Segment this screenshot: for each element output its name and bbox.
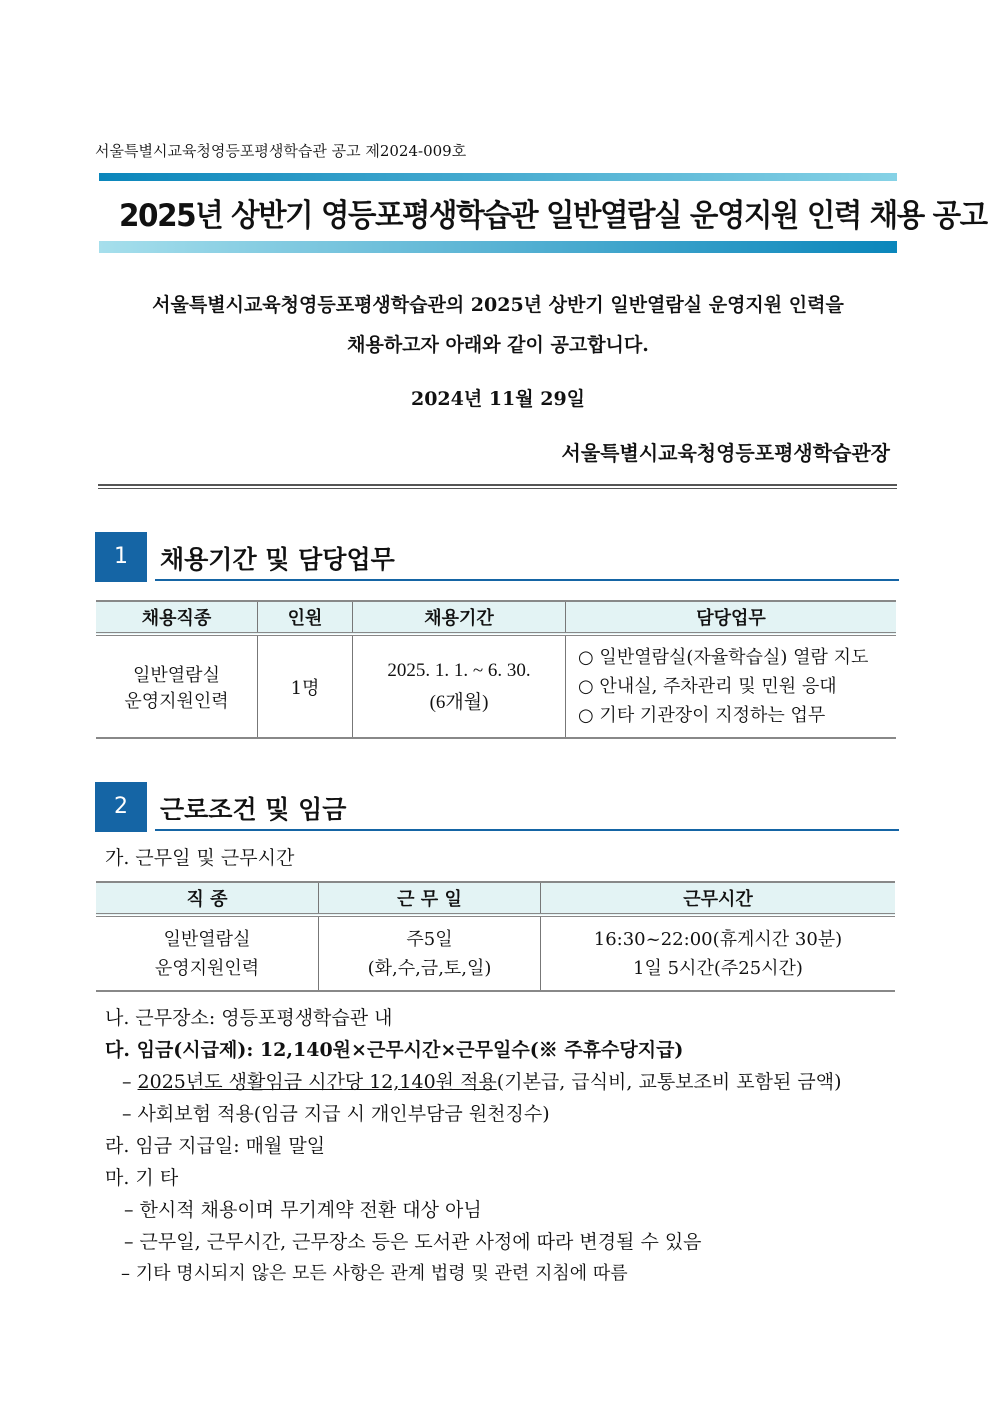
working-hours-table bbox=[96, 881, 895, 992]
recruitment-table bbox=[96, 600, 896, 739]
etc-text: 기타 명시되지 않은 모든 사항은 관계 법령 및 관련 지침에 따름 bbox=[135, 1263, 628, 1284]
subheading-c: 다. 임금(시급제): 12,140원×근무시간×근무일수(※ 주휴수당지급) bbox=[105, 1039, 684, 1061]
subheading-d: 라. 임금 지급일: 매월 말일 bbox=[105, 1135, 326, 1157]
announcement-date: 2024년 11월 29일 bbox=[410, 388, 586, 410]
etc-item bbox=[124, 1227, 702, 1254]
section-1-title: 채용기간 및 담당업무 bbox=[160, 545, 395, 574]
section-1-number: 1 bbox=[95, 532, 147, 582]
section-2-number: 2 bbox=[95, 782, 147, 832]
job-line: 운영지원인력 bbox=[124, 690, 229, 712]
wage-note: (기본급, 급식비, 교통보조비 포함된 금액) bbox=[496, 1071, 842, 1093]
section-2-underline bbox=[155, 829, 899, 831]
etc-item bbox=[121, 1259, 628, 1285]
job-cell bbox=[96, 915, 319, 991]
wage-item-1 bbox=[122, 1067, 842, 1094]
count-cell: 1명 bbox=[258, 634, 353, 738]
period-cell bbox=[353, 634, 566, 738]
hours-line: 1일 5시간(주25시간) bbox=[633, 957, 803, 979]
header-hours: 근무시간 bbox=[541, 882, 896, 915]
period-line: (6개월) bbox=[429, 691, 489, 713]
days-line: 주5일 bbox=[406, 928, 453, 950]
table-row bbox=[96, 634, 896, 738]
page-title: 2025년 상반기 영등포평생학습관 일반열람실 운영지원 인력 채용 공고 bbox=[118, 198, 987, 234]
duty-item: ○ 기타 기관장이 지정하는 업무 bbox=[578, 705, 826, 726]
living-wage-text: 2025년도 생활임금 시간당 12,140원 적용 bbox=[137, 1071, 497, 1093]
title-bottom-bar bbox=[99, 241, 897, 253]
job-line: 일반열람실 bbox=[163, 928, 251, 950]
dash: – bbox=[122, 1071, 132, 1093]
section-1-underline bbox=[155, 579, 899, 581]
wage-item-2 bbox=[122, 1099, 550, 1126]
etc-text: 근무일, 근무시간, 근무장소 등은 도서관 사정에 따라 변경될 수 있음 bbox=[139, 1231, 702, 1253]
period-line: 2025. 1. 1. ~ 6. 30. bbox=[387, 659, 531, 681]
intro-line-2: 채용하고자 아래와 같이 공고합니다. bbox=[347, 334, 649, 356]
hours-cell bbox=[541, 915, 896, 991]
wage-item-text: 사회보험 적용(임금 지급 시 개인부담금 원천징수) bbox=[137, 1103, 550, 1125]
header-days: 근 무 일 bbox=[319, 882, 541, 915]
duties-cell bbox=[566, 634, 897, 738]
job-cell bbox=[96, 634, 258, 738]
header-count: 인원 bbox=[258, 601, 353, 634]
section-2-title: 근로조건 및 임금 bbox=[160, 795, 347, 824]
announcement-number: 서울특별시교육청영등포평생학습관 공고 제2024-009호 bbox=[95, 142, 467, 160]
dash: – bbox=[124, 1231, 134, 1253]
duty-item: ○ 일반열람실(자율학습실) 열람 지도 bbox=[578, 647, 869, 668]
dash: – bbox=[122, 1103, 132, 1125]
subheading-b: 나. 근무장소: 영등포평생학습관 내 bbox=[105, 1007, 393, 1029]
title-top-bar bbox=[99, 173, 897, 181]
dash: – bbox=[121, 1263, 130, 1284]
etc-item bbox=[124, 1195, 482, 1222]
hours-line: 16:30~22:00(휴게시간 30분) bbox=[593, 928, 843, 950]
days-cell bbox=[319, 915, 541, 991]
header-job: 직 종 bbox=[96, 882, 319, 915]
duty-item: ○ 안내실, 주차관리 및 민원 응대 bbox=[578, 676, 837, 697]
table-row bbox=[96, 915, 895, 991]
subheading-e: 마. 기 타 bbox=[105, 1167, 179, 1189]
job-line: 운영지원인력 bbox=[154, 957, 260, 979]
header-job: 채용직종 bbox=[96, 601, 258, 634]
header-period: 채용기간 bbox=[353, 601, 566, 634]
etc-text: 한시적 채용이며 무기계약 전환 대상 아님 bbox=[139, 1199, 482, 1221]
intro-line-1: 서울특별시교육청영등포평생학습관의 2025년 상반기 일반열람실 운영지원 인력을 bbox=[152, 294, 844, 316]
job-line: 일반열람실 bbox=[133, 664, 220, 686]
dash: – bbox=[124, 1199, 134, 1221]
signature: 서울특별시교육청영등포평생학습관장 bbox=[561, 441, 890, 465]
subheading-a: 가. 근무일 및 근무시간 bbox=[105, 847, 295, 869]
days-line: (화,수,금,토,일) bbox=[367, 957, 492, 979]
divider bbox=[98, 484, 897, 489]
header-duties: 담당업무 bbox=[566, 601, 897, 634]
